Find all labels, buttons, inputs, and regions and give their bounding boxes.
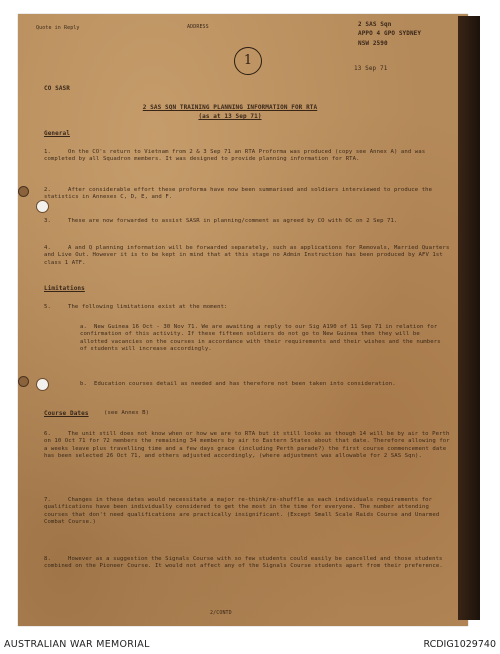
punch-mark-edge <box>18 186 29 197</box>
unit-ref-line-1: 2 SAS Sqn <box>358 21 392 28</box>
paragraph-number: 2. <box>44 187 51 193</box>
paragraph-text: A and Q planning information will be forwarded separately, such as applications for Removals, Married Quarters and Live Out. However it is to be kept in mind that at this stage no Admin Instruction has been produced by AFV 1st class 1 ATF. <box>44 245 453 266</box>
paragraph-number: 3. <box>44 218 51 224</box>
section-heading-course-dates: Course Dates <box>44 410 89 417</box>
section-heading-limitations: Limitations <box>44 285 85 292</box>
paragraph-text: The following limitations exist at the moment: <box>68 304 228 310</box>
scan-dark-edge <box>458 16 480 620</box>
section-heading-general: General <box>44 130 70 137</box>
paragraph-number: 8. <box>44 556 51 562</box>
paragraph-text: However as a suggestion the Signals Course with so few students could easily be cancelled and those students combined on the Pioneer Course. It would not affect any of the Signals Course students apart from their preference. <box>44 556 446 570</box>
punch-hole-lower <box>36 378 49 391</box>
subparagraph-letter: b. <box>80 381 87 387</box>
paragraph-number: 7. <box>44 497 51 503</box>
subparagraph-letter: a. <box>80 324 87 330</box>
paragraph-text: Changes in these dates would necessitate a major re-think/re-shuffle as each individuals requirements for qualifications have been individually considered to get the most in the time for everyone. The number attending courses that don't need qualifications are practically insignificant. (Except Small Scale Raids Course and Unarmed Combat Course.) <box>44 497 443 526</box>
paragraph-text: The unit still does not know when or how we are to RTA but it still looks as though 14 will be by air to Perth on 10 Oct 71 for 72 members the remaining 34 members by air to Eastern States about that date. Therefore allowing for a weeks leave plus travelling time and a few days grace (including Perth parade?) the first course commencement date has been selected 26 Oct 71, and others adjusted accordingly, (where adjustment was allowable for 2 SAS Sqn). <box>44 431 454 460</box>
paragraph-text: These are now forwarded to assist SASR in planning/comment as agreed by CO with OC on 2 Sep 71. <box>68 218 398 224</box>
paragraph-number: 6. <box>44 431 51 437</box>
quote-in-reply-label: Quote in Reply <box>36 25 80 31</box>
addressee: CO SASR <box>44 85 70 92</box>
unit-ref-line-2: APPO 4 GPO SYDNEY <box>358 30 422 37</box>
subparagraph-text: Education courses detail as needed and has therefore not been taken into consideration. <box>94 381 396 387</box>
paragraph-number: 4. <box>44 245 51 251</box>
archive-item-id: RCDIG1029740 <box>423 639 496 650</box>
circled-page-number: 1 <box>234 47 262 75</box>
paragraph-number: 5. <box>44 304 51 310</box>
section-note-annex: (see Annex B) <box>104 410 150 416</box>
document-title: 2 SAS SQN TRAINING PLANNING INFORMATION FOR RTA <box>142 104 318 111</box>
address-label: ADDRESS <box>187 24 209 30</box>
paragraph-text: After considerable effort these proforma have now been summarised and soldiers interviewed to produce the statistics in Annexes C, D, E, and F. <box>44 187 436 201</box>
document-subtitle: (as at 13 Sep 71) <box>198 113 262 120</box>
archive-institution: AUSTRALIAN WAR MEMORIAL <box>4 639 150 650</box>
paragraph-text: On the CO's return to Vietnam from 2 & 3 Sep 71 an RTA Proforma was produced (copy see Annex A) and was completed by all Squadron members. It was designed to provide planning information for RTA. <box>44 149 429 163</box>
archive-footer <box>0 636 500 654</box>
subparagraph-text: New Guinea 16 Oct - 30 Nov 71. We are awaiting a reply to our Sig A190 of 11 Sep 71 in relation for confirmation of this activity. If these fifteen soldiers do not go to New Guinea then they will be allotted vacancies on the courses in accordance with their requirements and their wishes and the numbers of students will increase accordingly. <box>80 324 445 353</box>
paragraph-number: 1. <box>44 149 51 155</box>
punch-mark-edge <box>18 376 29 387</box>
document-date: 13 Sep 71 <box>354 65 388 72</box>
continuation-marker: 2/CONTD <box>210 610 232 616</box>
unit-ref-line-3: NSW 2590 <box>358 40 388 47</box>
punch-hole-upper <box>36 200 49 213</box>
